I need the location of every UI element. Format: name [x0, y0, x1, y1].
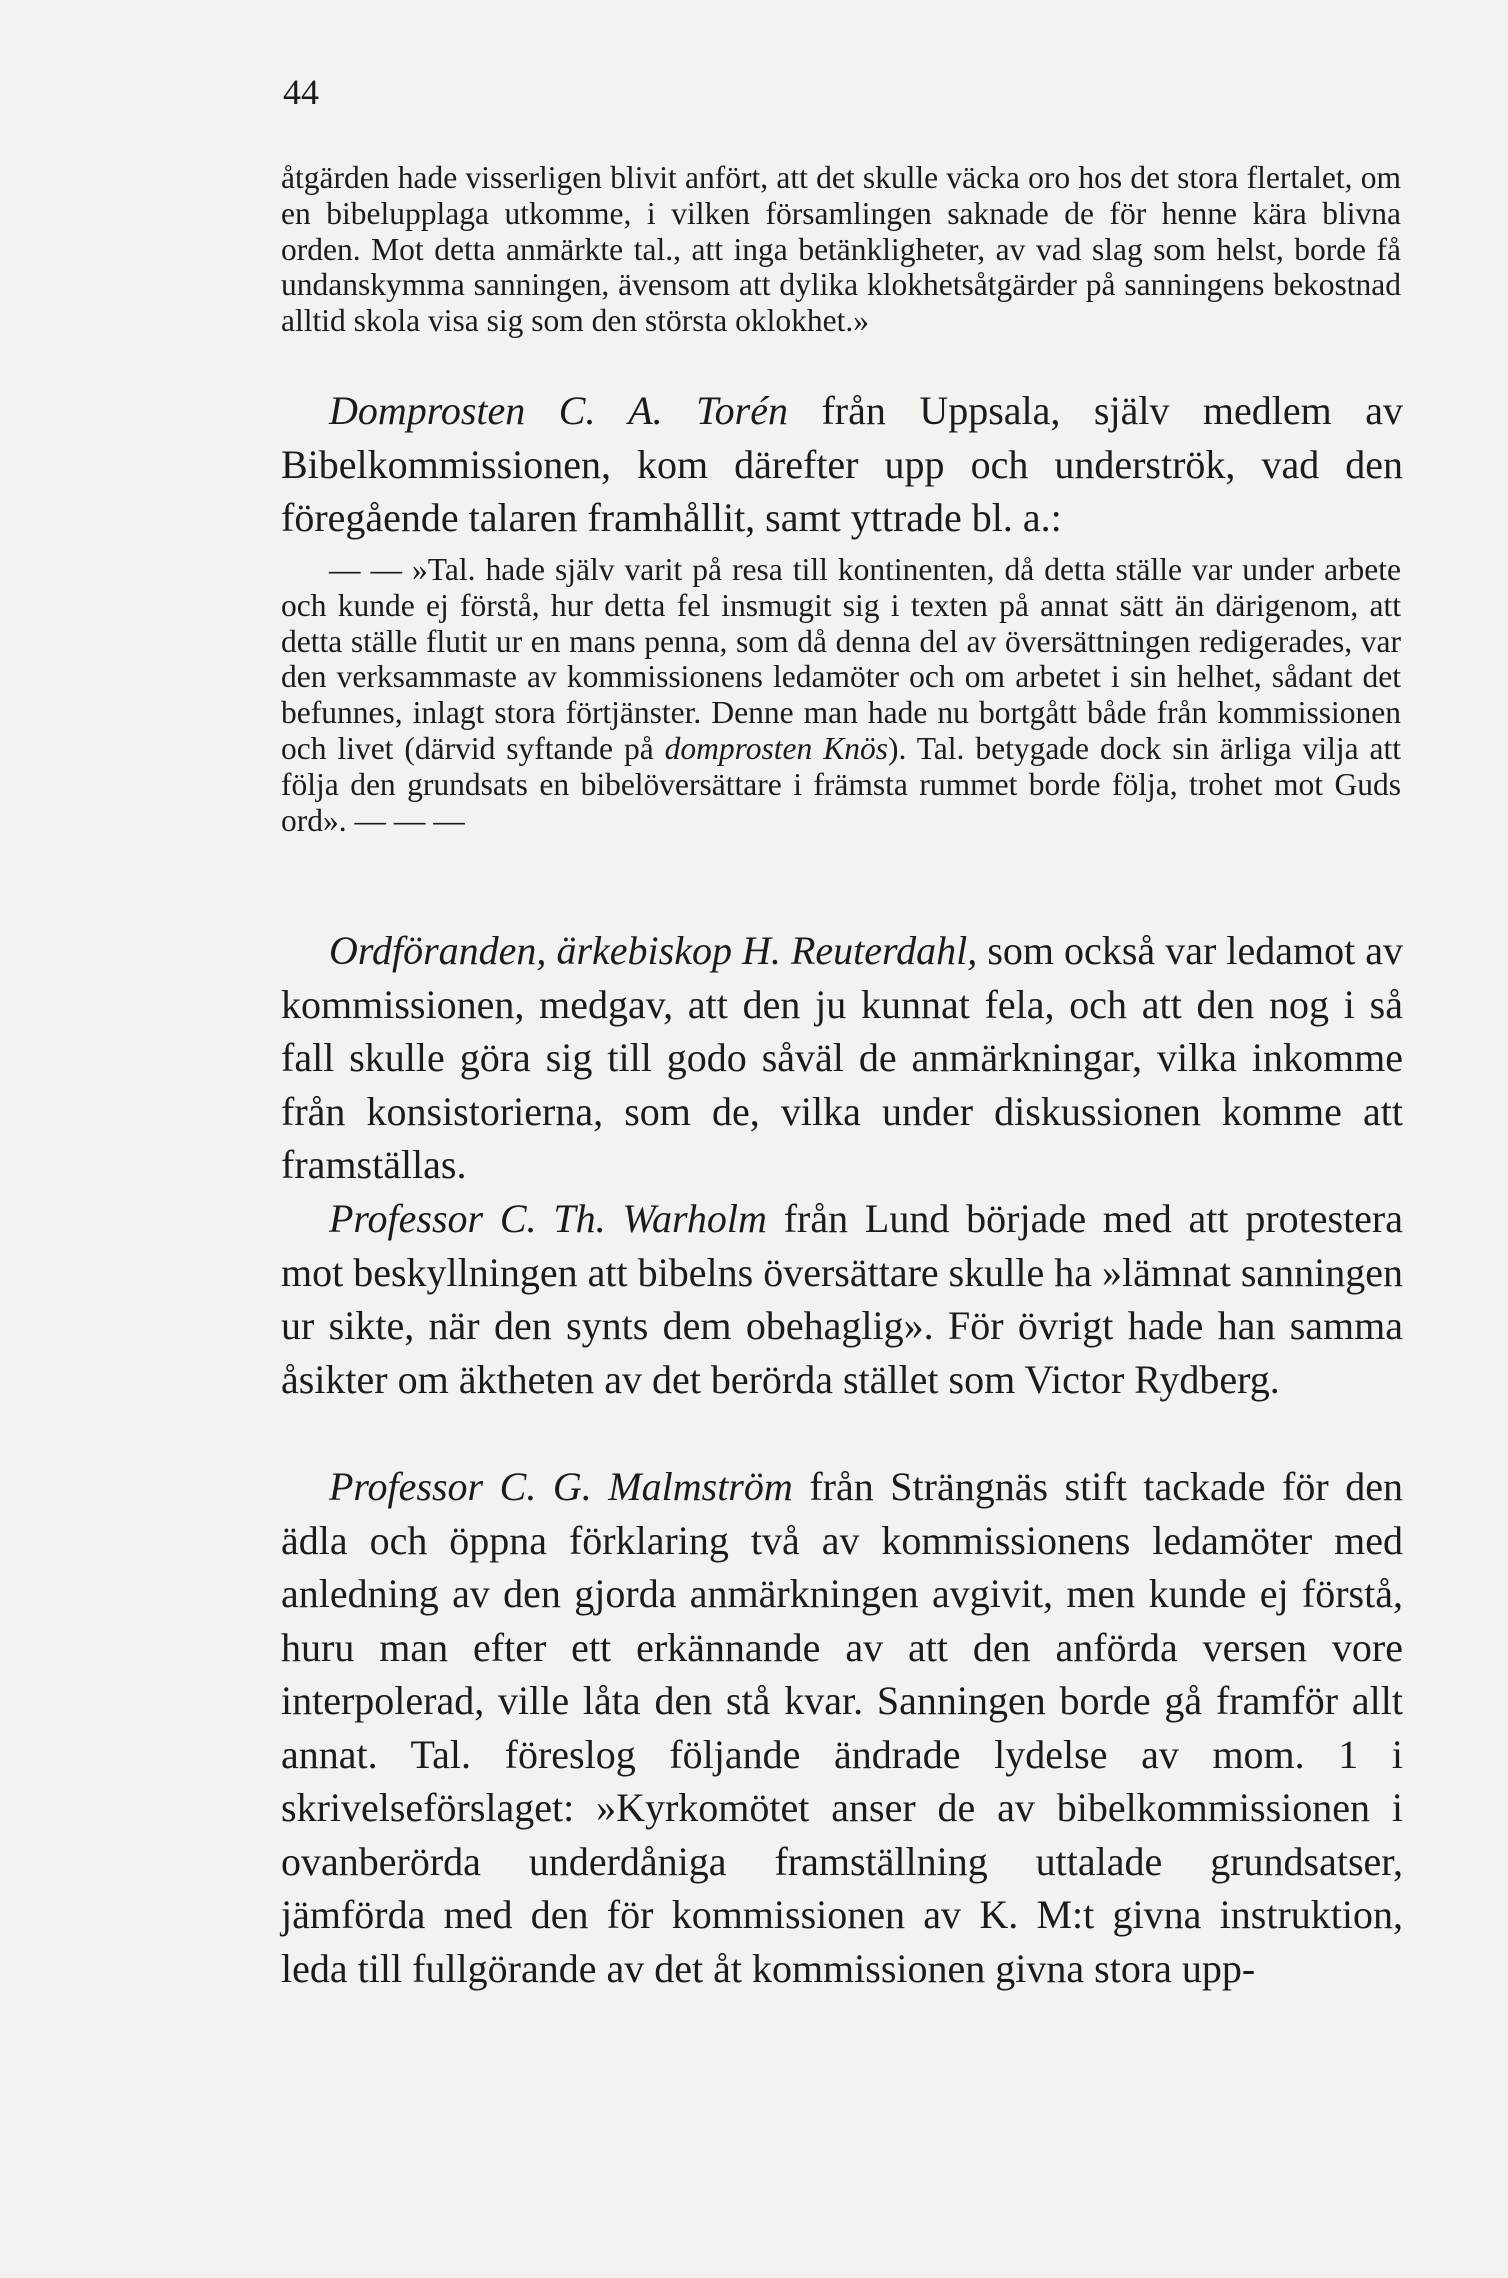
paragraph-text: från Strängnäs stift tackade för den ädla och öppna förklaring två av kommissionens ledamöter med anledning av den gjorda anmärkningen avgivit, men kunde ej förstå, huru man efter ett erkännande av att den anförda versen vore interpolerad, ville låta den stå kvar. Sanningen borde gå framför allt annat. Tal. föreslog följande ändrade lydelse av mom. 1 i skrivelseförslaget: »Kyrkomötet anser de av bibelkommissionen i ovanberörda underdåniga framställning uttalade grundsatser, jämförda med den för kommissionen av K. M:t givna instruktion, leda till fullgörande av det åt kommissionen givna stora upp-: [281, 1464, 1403, 1991]
paragraph-3: [281, 924, 1403, 1192]
quote-paragraph: [281, 552, 1401, 838]
speaker-name: Ordföranden, ärkebiskop H. Reuterdahl,: [329, 928, 978, 973]
paragraph-4: [281, 1192, 1403, 1406]
paragraph-1: åtgärden hade visserligen blivit anfört, att det skulle väcka oro hos det stora flertalet, om en bibelupplaga utkomme, i vilken församlingen saknade de för henne kära blivna orden. Mot detta anmärkte tal., att inga betänkligheter, av vad slag som helst, borde få undanskymma sanningen, ävensom att dylika klokhetsåtgärder på sanningens bekostnad alltid skola visa sig som den största oklokhet.»: [281, 160, 1401, 339]
quote-text-2: ). Tal. betygade dock sin ärliga vilja att följa den grundsats en bibelöversättare i främsta rummet borde följa, trohet mot Guds ord». — — —: [281, 730, 1401, 838]
speaker-name: Professor C. G. Malmström: [329, 1464, 793, 1509]
page-number: 44: [283, 72, 319, 112]
paragraph-5: [281, 1460, 1403, 1995]
quote-text-1: »Tal. hade själv varit på resa till kontinenten, då detta ställe var under arbete och kunde ej förstå, hur detta fel insmugit sig i texten på annat sätt än därigenom, att detta ställe flutit ur en mans penna, som då denna del av översättningen redigerades, var den verksammaste av kommissionens ledamöter och om arbetet i sin helhet, sådant det befunnes, inlagt stora förtjänster. Denne man hade nu bortgått både från kommissionen och livet (därvid syftande på: [281, 552, 1402, 766]
speaker-name: Domprosten C. A. Torén: [329, 388, 788, 433]
quote-reference: domprosten Knös: [664, 730, 888, 766]
paragraph-text: från Uppsala, själv medlem av Bibelkommissionen, kom därefter upp och underströk, vad den föregående talaren framhållit, samt yttrade bl. a.:: [281, 388, 1403, 540]
paragraph-2: [281, 384, 1403, 545]
quote-dash: — —: [329, 552, 403, 587]
paragraph-text: som också var ledamot av kommissionen, medgav, att den ju kunnat fela, och att den nog i så fall skulle göra sig till godo såväl de anmärkningar, vilka inkomme från konsistorierna, som de, vilka under diskussionen komme att framställas.: [281, 928, 1404, 1187]
paragraph-text: från Lund började med att protestera mot beskyllningen att bibelns översättare skulle ha »lämnat sanningen ur sikte, när den synts dem obehaglig». För övrigt hade han samma åsikter om äktheten av det berörda stället som Victor Rydberg.: [281, 1196, 1404, 1402]
speaker-name: Professor C. Th. Warholm: [329, 1196, 767, 1241]
